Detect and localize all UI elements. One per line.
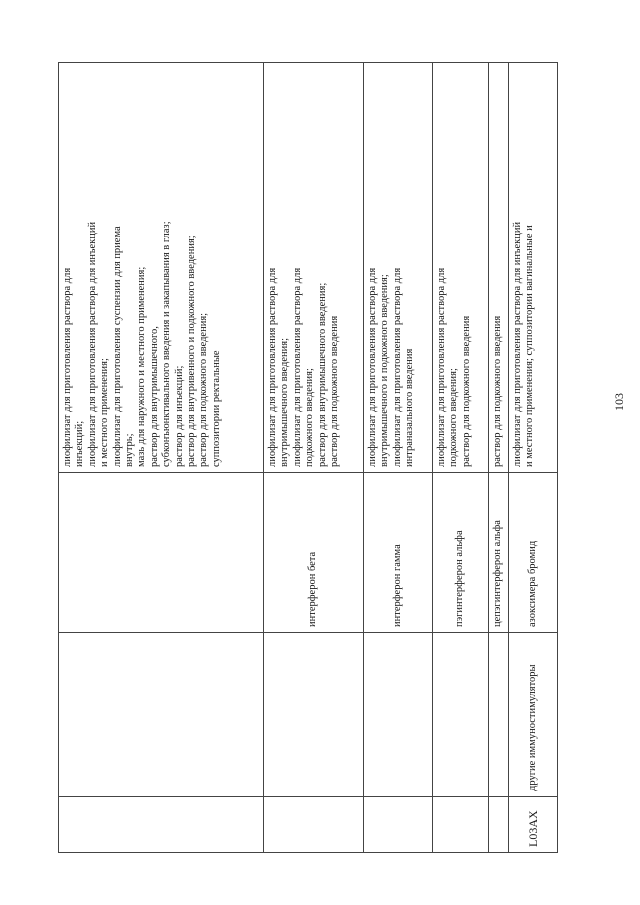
page-number: 103 [612, 393, 626, 411]
dosage-form-line: раствор для внутримышечного, [148, 326, 160, 467]
inn-cell: интерферон гамма [364, 473, 433, 633]
dosage-form-line: раствор для подкожного введения; [198, 312, 210, 467]
dosage-form-line: мазь для наружного и местного применения; [136, 266, 148, 467]
group-cell [433, 633, 489, 797]
inn-cell: азоксимера бромид [509, 473, 558, 633]
dosage-form-line: лиофилизат для приготовления раствора для [391, 267, 403, 467]
dosage-form-line: субконъюнктивального введения и закапывания в глаз; [161, 221, 173, 467]
dosage-form-line: лиофилизат для приготовления раствора для инъекций [86, 221, 98, 467]
atc-code-cell: L03AX [509, 797, 558, 853]
dosage-form-line: раствор для подкожного введения [329, 315, 341, 467]
dosage-form-line: раствор для внутривенного и подкожного введения; [186, 235, 198, 467]
dosage-form-line: лиофилизат для приготовления раствора для [436, 267, 447, 467]
group-cell: другие иммуностимуляторы [509, 633, 558, 797]
inn-cell [59, 473, 264, 633]
dosage-form-line: раствор для подкожного введения [460, 315, 472, 467]
table-row [489, 63, 509, 853]
atc-code-cell [264, 797, 364, 853]
dosage-form-line: лиофилизат для приготовления раствора для [267, 267, 278, 467]
inn-cell: цепэгинтерферон альфа [489, 473, 509, 633]
dosage-form-line: лиофилизат для приготовления раствора для инъекций [512, 221, 523, 467]
dosage-form-line: лиофилизат для приготовления раствора для [62, 267, 73, 467]
dosage-form-line: подкожного введения; [448, 368, 460, 467]
table-row [509, 63, 558, 853]
dosage-form-line: раствор для инъекций; [173, 365, 185, 467]
dosage-form-line: и местного применения; [99, 358, 111, 467]
dosage-form-line: интраназального введения [404, 348, 416, 467]
dosage-form-line: подкожного введения; [304, 368, 316, 467]
dosage-form-line: инъекций; [74, 420, 86, 467]
table-row [364, 63, 433, 853]
dosage-forms-cell [433, 63, 489, 473]
inn-cell: интерферон бета [264, 473, 364, 633]
atc-code-cell [489, 797, 509, 853]
inn-cell: пэгинтерферон альфа [433, 473, 489, 633]
dosage-form-line: лиофилизат для приготовления суспензии для приема [111, 226, 123, 467]
dosage-form-line: раствор для внутримышечного введения; [316, 282, 328, 467]
group-cell [489, 633, 509, 797]
dosage-form-line: внутримышечного и подкожного введения; [379, 274, 391, 467]
dosage-form-line: раствор для подкожного введения [492, 315, 503, 467]
dosage-form-line: лиофилизат для приготовления раствора для [291, 267, 303, 467]
dosage-forms-cell [264, 63, 364, 473]
dosage-forms-cell [509, 63, 558, 473]
table-row [433, 63, 489, 853]
dosage-forms-cell [489, 63, 509, 473]
group-cell [364, 633, 433, 797]
atc-code-cell [364, 797, 433, 853]
dosage-forms-cell [59, 63, 264, 473]
dosage-form-line: и местного применения; суппозитории вагинальные и [524, 225, 536, 467]
dosage-form-line: лиофилизат для приготовления раствора для [367, 267, 378, 467]
table-row [59, 63, 264, 853]
dosage-forms-cell [364, 63, 433, 473]
group-cell [264, 633, 364, 797]
table-row [264, 63, 364, 853]
group-cell [59, 633, 264, 797]
dosage-form-line: внутрь; [124, 433, 136, 467]
atc-code-cell [59, 797, 264, 853]
atc-code-cell [433, 797, 489, 853]
drug-table [58, 62, 558, 853]
dosage-form-line: внутримышечного введения; [279, 337, 291, 467]
dosage-form-line: суппозитории ректальные [210, 350, 222, 467]
